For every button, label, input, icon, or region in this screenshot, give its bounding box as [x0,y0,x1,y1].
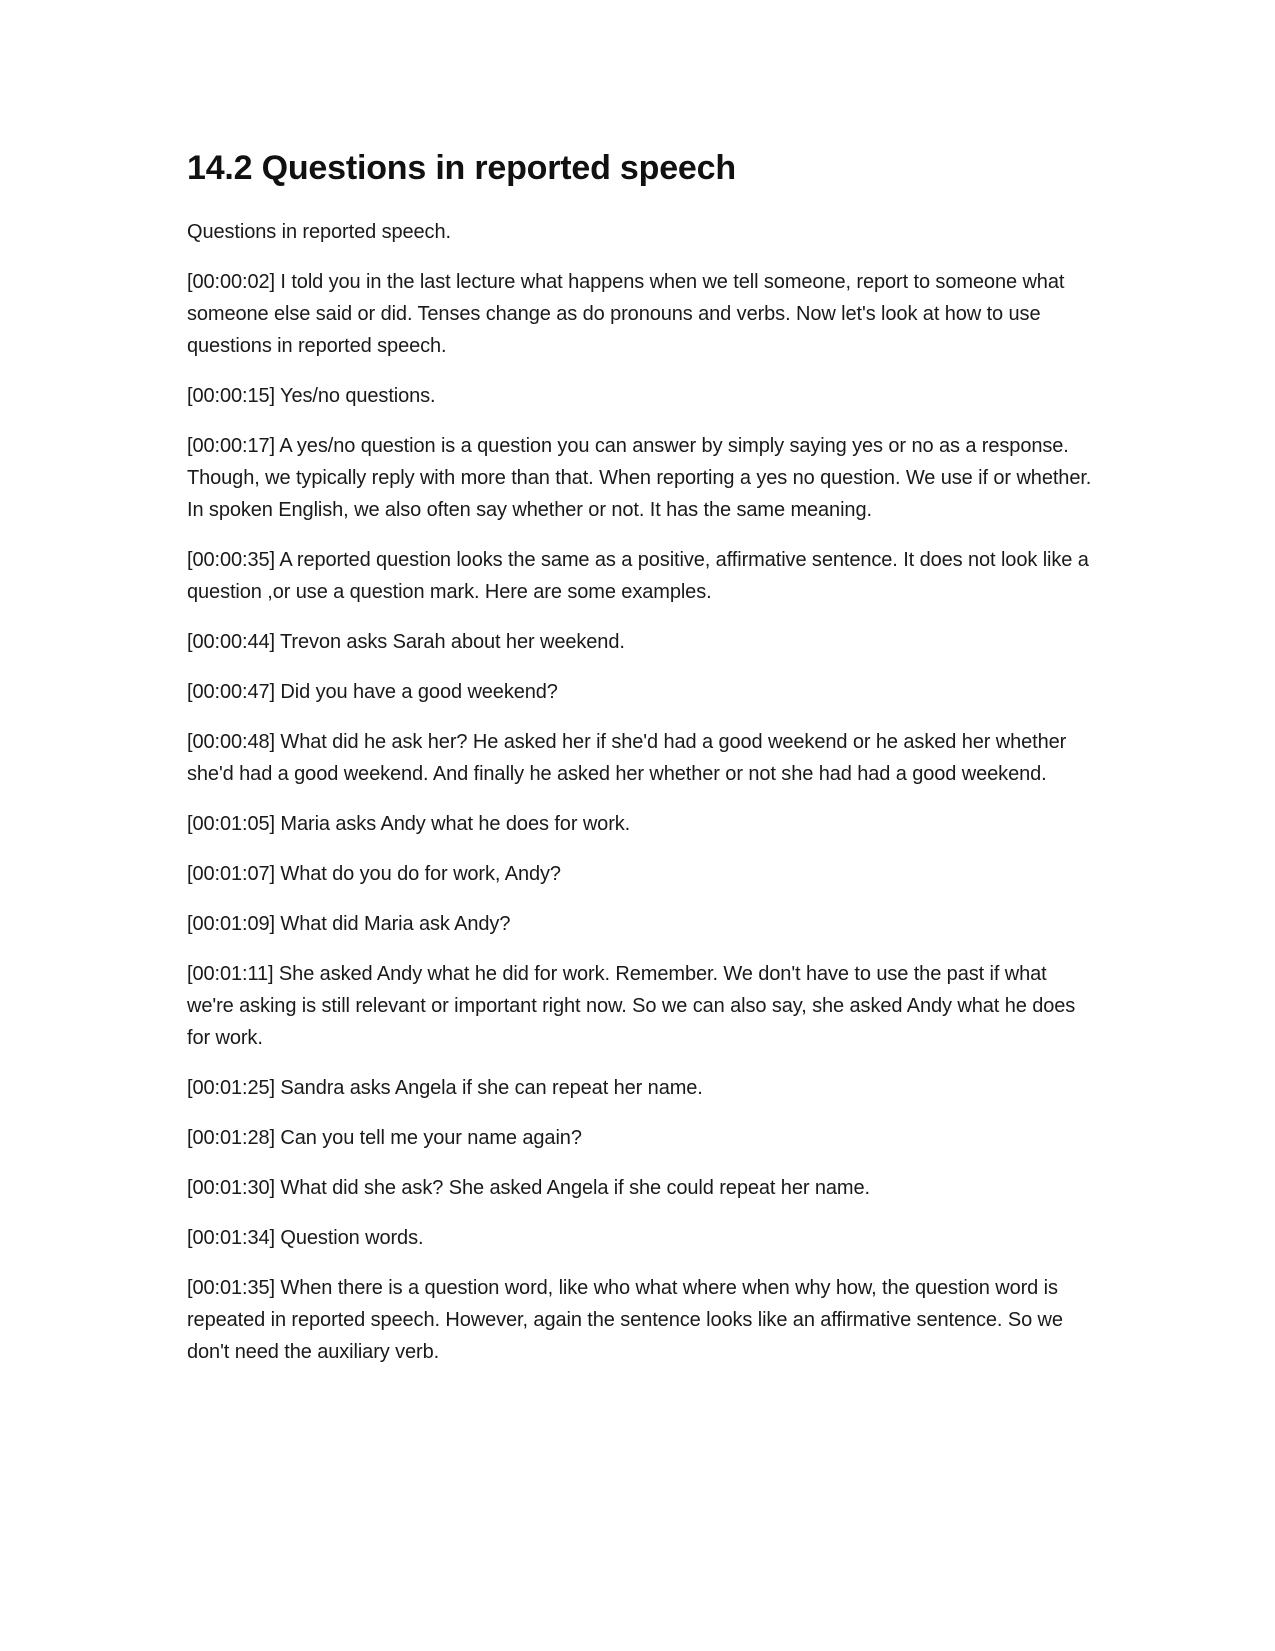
paragraph-transcript: [00:00:35] A reported question looks the same as a positive, affirmative sentence. It does not look like a question ,or use a question mark. Here are some examples. [187,549,1089,603]
paragraph-transcript: [00:00:47] Did you have a good weekend? [187,681,558,703]
paragraph-transcript: [00:00:44] Trevon asks Sarah about her weekend. [187,631,625,653]
paragraph-transcript: [00:01:28] Can you tell me your name again? [187,1127,582,1149]
paragraph-transcript: [00:00:02] I told you in the last lecture what happens when we tell someone, report to someone what someone else said or did. Tenses change as do pronouns and verbs. Now let's look at how to use questions in reported speech. [187,271,1065,357]
paragraph-intro: Questions in reported speech. [187,221,451,243]
document-page [187,148,1092,1386]
paragraph-transcript: [00:01:30] What did she ask? She asked Angela if she could repeat her name. [187,1177,870,1199]
paragraph-transcript: [00:01:09] What did Maria ask Andy? [187,913,511,935]
paragraph-transcript: [00:01:25] Sandra asks Angela if she can repeat her name. [187,1077,703,1099]
paragraph-transcript: [00:01:05] Maria asks Andy what he does for work. [187,813,631,835]
paragraph-transcript: [00:00:48] What did he ask her? He asked her if she'd had a good weekend or he asked her whether she'd had a good weekend. And finally he asked her whether or not she had had a good weekend. [187,731,1067,785]
page-title: 14.2 Questions in reported speech [187,149,736,187]
paragraph-transcript: [00:01:35] When there is a question word, like who what where when why how, the question word is repeated in reported speech. However, again the sentence looks like an affirmative sentence. So we don't need the auxiliary verb. [187,1277,1063,1363]
paragraph-transcript: [00:01:34] Question words. [187,1227,424,1249]
paragraph-transcript: [00:01:11] She asked Andy what he did for work. Remember. We don't have to use the past if what we're asking is still relevant or important right now. So we can also say, she asked Andy what he does for work. [187,963,1076,1049]
paragraph-transcript: [00:00:15] Yes/no questions. [187,385,436,407]
paragraph-transcript: [00:01:07] What do you do for work, Andy? [187,863,561,885]
paragraph-transcript: [00:00:17] A yes/no question is a question you can answer by simply saying yes or no as a response. Though, we typically reply with more than that. When reporting a yes no question. We use if or whether. In spoken English, we also often say whether or not. It has the same meaning. [187,435,1092,521]
